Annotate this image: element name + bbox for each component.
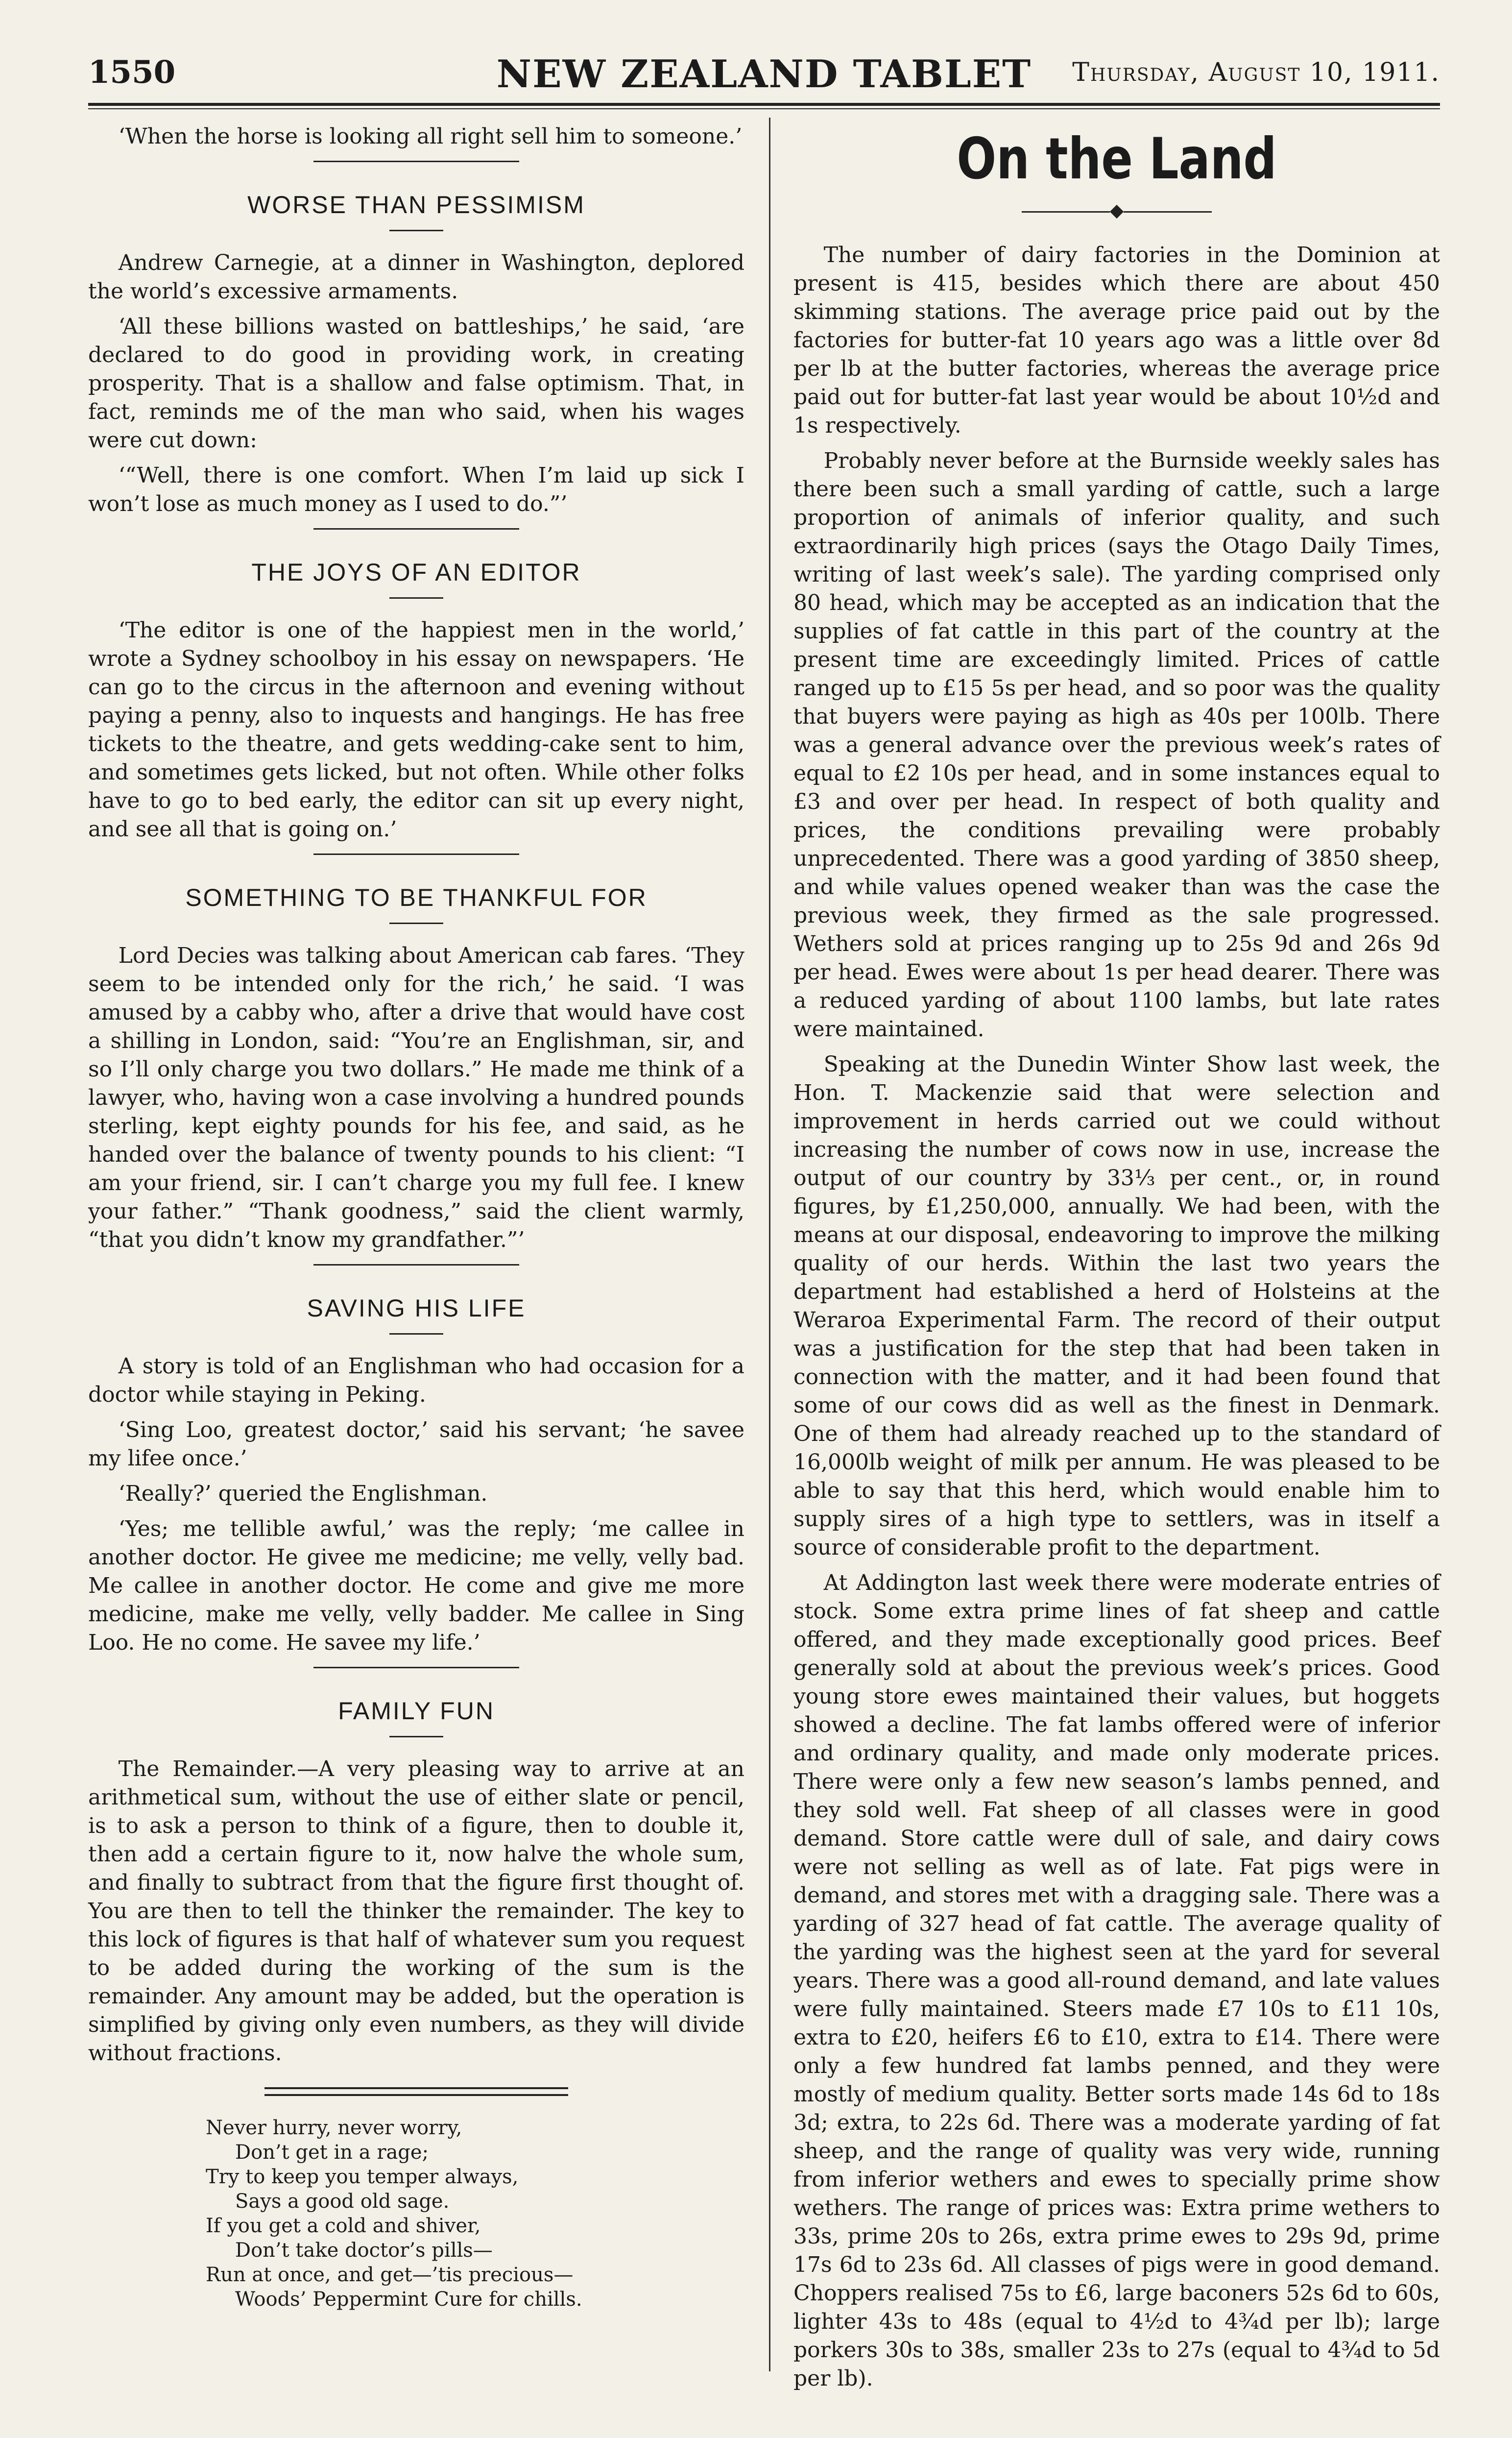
page-number: 1550 xyxy=(88,54,176,91)
poem-line: Don’t take doctor’s pills— xyxy=(235,2239,493,2262)
ornament-line xyxy=(1022,211,1110,213)
paragraph: Probably never before at the Burnside weekly sales has there been such a small yarding of cattle, such a large proportion of animals of inferior quality, and such extraordinarily high prices (says the Otago Daily Times, writing of last week’s sale). The yarding comprised only 80 head, which may be accepted as an indication that the supplies of fat cattle in this part of the country at the present time are exceedingly limited. Prices of cattle ranged up to £15 5s per head, and so poor was the quality that buyers were paying as high as 40s per 100lb. There was a general advance over the previous week’s rates of equal to £2 10s per head, and in some instances equal to £3 and over per head. In respect of both quality and prices, the conditions prevailing were probably unprecedented. There was a good yarding of 3850 sheep, and while values opened weaker than was the case the previous week, they firmed as the sale progressed. Wethers sold at prices ranging up to 25s 9d and 26s 9d per head. Ewes were about 1s per head dearer. There was a reduced yarding of about 1100 lambs, but late rates were maintained. xyxy=(793,448,1440,1042)
right-column xyxy=(793,122,1440,2400)
section-rule xyxy=(313,161,519,162)
left-column xyxy=(88,122,744,2312)
section-title-joys-of-an-editor: THE JOYS OF AN EDITOR xyxy=(251,559,581,586)
title-ornament xyxy=(793,207,1440,217)
paragraph: The number of dairy factories in the Dominion at present is 415, besides which there are about 450 skimming stations. The average price paid out by the factories for butter-fat 10 years ago was a little over 8d per lb at the butter factories, whereas the average price paid out for butter-fat last year would be about 10½d and 1s respectively. xyxy=(793,243,1440,438)
section-rule xyxy=(313,853,519,855)
double-rule xyxy=(264,2087,568,2096)
paragraph: ‘All these billions wasted on battleships,’ he said, ‘are declared to do good in providing work, in creating prosperity. That is a shallow and false optimism. That, in fact, reminds me of the man who said, when his wages were cut down: xyxy=(88,314,744,453)
paragraph: ‘Sing Loo, greatest doctor,’ said his servant; ‘he savee my lifee once.’ xyxy=(88,1417,744,1471)
section-rule xyxy=(313,1264,519,1266)
section-rule xyxy=(313,528,519,530)
intro-quote: ‘When the horse is looking all right sell him to someone.’ xyxy=(118,124,743,149)
diamond-icon xyxy=(1110,205,1124,219)
title-underline xyxy=(389,1333,443,1335)
section-rule xyxy=(313,1667,519,1668)
paragraph: Speaking at the Dunedin Winter Show last week, the Hon. T. Mackenzie said that were selection and improvement in herds carried out we could without increasing the number of cows now in use, increase the output of our country by 33⅓ per cent., or, in round figures, by £1,250,000, annually. We had been, with the means at our disposal, endeavoring to improve the milking quality of our herds. Within the last two years the department had established a herd of Holsteins at the Weraroa Experimental Farm. The record of their output was a justification for the step that had been taken in connection with the matter, and it had been found that some of our cows did as well as the finest in Denmark. One of them had already reached up to the standard of 16,000lb weight of milk per annum. He was pleased to be able to say that this herd, which would enable him to supply sires of a high type to settlers, was in itself a source of considerable profit to the department. xyxy=(793,1052,1440,1560)
paragraph: At Addington last week there were moderate entries of stock. Some extra prime lines of fat sheep and cattle offered, and they made exceptionally good prices. Beef generally sold at about the previous week’s prices. Good young store ewes maintained their values, but hoggets showed a decline. The fat lambs offered were of inferior and ordinary quality, and made only moderate prices. There were only a few new season’s lambs penned, and they sold well. Fat sheep of all classes were in good demand. Store cattle were dull of sale, and dairy cows were not selling as well as of late. Fat pigs were in demand, and stores met with a dragging sale. There was a yarding of 327 head of fat cattle. The average quality of the yarding was the highest seen at the yard for several years. There was a good all-round demand, and late values were fully maintained. Steers made £7 10s to £11 10s, extra to £20, heifers £6 to £10, extra to £14. There were only a few hundred fat lambs penned, and they were mostly of medium quality. Better sorts made 14s 6d to 18s 3d; extra, to 22s 6d. There was a moderate yarding of fat sheep, and the range of quality was very wide, running from inferior wethers and ewes to specially prime show wethers. The range of prices was: Extra prime wethers to 33s, prime 20s to 26s, extra prime ewes to 29s 9d, prime 17s 6d to 23s 6d. All classes of pigs were in good demand. Choppers realised 75s to £6, large baconers 52s 6d to 60s, lighter 43s to 48s (equal to 4½d to 4¾d per lb); large porkers 30s to 38s, smaller 23s to 27s (equal to 4¾d to 5d per lb). xyxy=(793,1570,1440,2391)
section-title-saving-his-life: SAVING HIS LIFE xyxy=(307,1294,526,1322)
paragraph: ‘Yes; me tellible awful,’ was the reply; ‘me callee in another doctor. He givee me medicine; me velly, velly bad. Me callee in another doctor. He come and give me more medicine, make me velly, velly badder. Me callee in Sing Loo. He no come. He savee my life.’ xyxy=(88,1516,744,1655)
paragraph: ‘The editor is one of the happiest men in the world,’ wrote a Sydney schoolboy in his essay on newspapers. ‘He can go to the circus in the afternoon and evening without paying a penny, also to inquests and hangings. He has free tickets to the theatre, and gets wedding-cake sent to him, and sometimes gets licked, but not often. While other folks have to go to bed early, the editor can sit up every night, and see all that is going on.’ xyxy=(88,618,744,842)
paragraph: ‘“Well, there is one comfort. When I’m laid up sick I won’t lose as much money as I used to do.”’ xyxy=(88,463,744,516)
poem-line: Run at once, and get—’tis precious— xyxy=(206,2264,574,2286)
title-underline xyxy=(389,230,443,231)
section-title-worse-than-pessimism: WORSE THAN PESSIMISM xyxy=(247,191,585,219)
section-title-on-the-land: On the Land xyxy=(957,126,1277,192)
paragraph: ‘Really?’ queried the Englishman. xyxy=(118,1481,488,1506)
newspaper-title: NEW ZEALAND TABLET xyxy=(496,52,1032,97)
poem-line: Try to keep you temper always, xyxy=(206,2166,519,2188)
title-underline xyxy=(389,597,443,599)
section-title-something-to-be-thankful-for: SOMETHING TO BE THANKFUL FOR xyxy=(185,884,648,911)
column-divider xyxy=(769,118,770,2371)
paragraph: The Remainder.—A very pleasing way to arrive at an arithmetical sum, without the use of either slate or pencil, is to ask a person to think of a figure, then to double it, then add a certain figure to it, now halve the whole sum, and finally to subtract from that the figure first thought of. You are then to tell the thinker the remainder. The key to this lock of figures is that half of whatever sum you request to be added during the working of the sum is the remainder. Any amount may be added, but the operation is simplified by giving only even numbers, as they will divide without fractions. xyxy=(88,1756,744,2066)
paragraph: Andrew Carnegie, at a dinner in Washington, deplored the world’s excessive armaments. xyxy=(88,250,744,304)
advertisement-poem xyxy=(206,2116,744,2312)
issue-date: Thursday, August 10, 1911. xyxy=(1072,58,1440,87)
header-rule xyxy=(88,103,1440,109)
poem-line: Don’t get in a rage; xyxy=(235,2141,429,2164)
title-underline xyxy=(389,923,443,924)
paragraph: A story is told of an Englishman who had occasion for a doctor while staying in Peking. xyxy=(88,1354,744,1407)
page-header xyxy=(88,54,1440,103)
title-underline xyxy=(389,1736,443,1737)
poem-line: Says a good old sage. xyxy=(235,2190,450,2213)
poem-line: Woods’ Peppermint Cure for chills. xyxy=(235,2288,582,2311)
poem-line: If you get a cold and shiver, xyxy=(206,2215,481,2237)
poem-line: Never hurry, never worry, xyxy=(206,2117,462,2139)
section-title-family-fun: FAMILY FUN xyxy=(338,1697,495,1725)
ornament-line xyxy=(1124,211,1212,213)
paragraph: Lord Decies was talking about American cab fares. ‘They seem to be intended only for the rich,’ he said. ‘I was amused by a cabby who, after a drive that would have cost a shilling in London, said: “You’re an Englishman, sir, and so I’ll only charge you two dollars.” He made me think of a lawyer, who, having won a case involving a hundred pounds sterling, kept eighty pounds for his fee, and said, as he handed over the balance of twenty pounds to his client: “I am your friend, sir. I can’t charge you my full fee. I knew your father.” “Thank goodness,” said the client warmly, “that you didn’t know my grandfather.”’ xyxy=(88,943,744,1252)
